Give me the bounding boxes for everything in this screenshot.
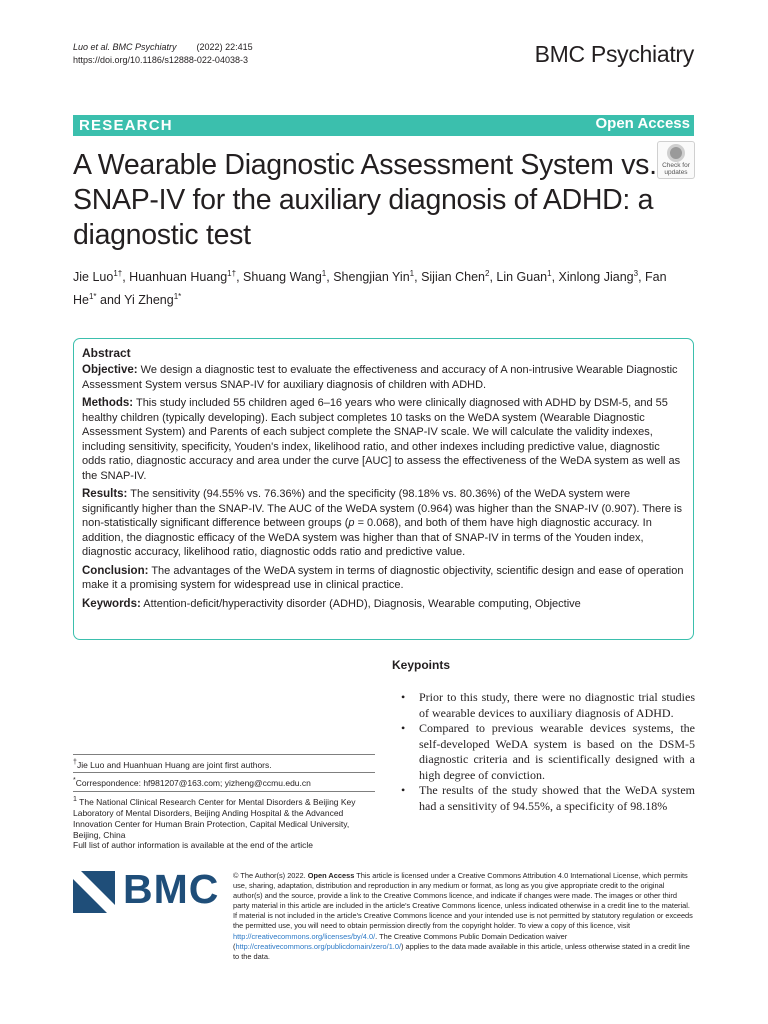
author-affiliation: 1*	[173, 292, 182, 302]
conclusion-label: Conclusion:	[82, 564, 149, 577]
abstract-conclusion	[82, 564, 685, 593]
footnote-full-list: Full list of author information is available at the end of the article	[73, 840, 314, 850]
license-link-cc-zero[interactable]: http://creativecommons.org/publicdomain/zero/1.0/	[235, 941, 402, 951]
author-name[interactable]: Fan He	[73, 270, 667, 308]
author-name[interactable]: Sijian Chen	[421, 270, 485, 285]
footnote-affiliation	[73, 794, 375, 841]
list-item	[400, 721, 695, 783]
author-affiliation: 1†	[113, 269, 123, 278]
abstract-box	[73, 338, 694, 640]
citation-authors: Luo et al. BMC Psychiatry	[73, 42, 177, 52]
abstract-methods	[82, 396, 685, 483]
abstract-results	[82, 487, 685, 560]
footnote-divider	[73, 791, 375, 792]
author-affiliation: 1	[409, 269, 415, 278]
footnote-affiliation-number: 1	[73, 795, 77, 803]
check-updates-line1: Check for	[662, 162, 690, 169]
section-label: RESEARCH	[79, 117, 173, 134]
author-name[interactable]: Huanhuan Huang	[129, 270, 228, 285]
results-text-1: The sensitivity (94.55% vs. 76.36%) and the specificity (98.18% vs. 80.36%) of the WeDA system were significantly higher than the SNAP-IV. The AUC of the WeDA system (0.964) was higher than the SNAP-IV (0.907). There is non-statistically significant difference between groups (	[82, 488, 683, 529]
research-banner	[73, 115, 694, 136]
objective-label: Objective:	[82, 364, 138, 376]
license-text	[233, 871, 695, 962]
author-name[interactable]: Shuang Wang	[243, 270, 322, 285]
keypoints-heading: Keypoints	[392, 658, 451, 672]
results-p-symbol: p	[348, 517, 355, 529]
author-name[interactable]: Yi Zheng	[124, 293, 174, 308]
author-affiliation: 1	[547, 269, 552, 278]
results-label: Results:	[82, 488, 128, 500]
footnote-dagger: †	[73, 758, 77, 766]
author-name[interactable]: Jie Luo	[73, 270, 114, 285]
methods-label: Methods:	[82, 397, 134, 409]
footnote-asterisk: *	[73, 776, 76, 784]
author-list: Jie Luo$^{1\dagger}$, Huanhuan Huang$^{1\dagger}$, Shuang Wang$^1$, Shengjian Yin$^1$, Sijian Chen$^2$, Lin Guan$^1$, Xinlong Jiang$^3$, Fan $He^{1*}$ and Yi Zheng$^{1*}$	[73, 269, 667, 308]
author-name[interactable]: Lin Guan	[496, 270, 548, 285]
objective-text: We design a diagnostic test to evaluate the effectiveness and accuracy of A non-intrusive Wearable Diagnostic Assessment System versus SNAP-IV for auxiliary diagnosis of children with ADHD.	[82, 364, 678, 391]
license-body-2: . The Creative Commons Public Domain Dedication waiver (	[233, 931, 568, 951]
citation-header	[73, 41, 253, 67]
footnote-divider	[73, 772, 375, 773]
license-copyright: © The Author(s) 2022.	[233, 871, 306, 880]
keypoint-text: Prior to this study, there were no diagnostic trial studies of wearable devices to auxiliary diagnosis of ADHD.	[419, 690, 695, 720]
list-item	[400, 690, 695, 721]
footnote-divider	[73, 754, 375, 755]
keypoints-list	[400, 690, 695, 814]
results-text-2: = 0.068), and both of them have high diagnostic accuracy. In addition, the diagnostic efficacy of the WeDA system was higher than that of SNAP-IV in terms of the Youden index, diagnostic accuracy, likelihood ratio, diagnostic odds ratio and predictive value.	[82, 517, 652, 558]
footnote-correspondence-text[interactable]: Correspondence: hf981207@163.com; yizheng@ccmu.edu.cn	[75, 777, 311, 788]
keywords-text: Attention-deficit/hyperactivity disorder (ADHD), Diagnosis, Wearable computing, Objective	[143, 597, 581, 610]
bullet-icon: •	[401, 690, 406, 704]
author-affiliation: 1*	[88, 292, 97, 302]
author-affiliation: 1†	[227, 269, 237, 278]
footnote-correspondence	[73, 775, 375, 789]
citation-line	[73, 41, 253, 54]
check-updates-line2: updates	[664, 169, 688, 176]
journal-name: BMC Psychiatry	[534, 41, 694, 67]
author-name[interactable]: Xinlong Jiang	[558, 270, 634, 285]
abstract-keywords	[82, 597, 685, 612]
license-body-1: This article is licensed under a Creative Commons Attribution 4.0 International License, which permits use, sharing, adaptation, distribution and reproduction in any medium or format, as long as you give appropriate credit to the original author(s) and the source, provide a link to the Creative Commons licence, and indicate if changes were made. The images or other third party material in this article are included in the article's Creative Commons licence, unless indicated otherwise in a credit line to the material. If material is not included in the article's Creative Commons licence and your intended use is not permitted by statutory regulation or exceeds the permitted use, you will need to obtain permission directly from the copyright holder. To view a copy of this licence, visit	[233, 871, 693, 931]
conclusion-text: The advantages of the WeDA system in terms of diagnostic objectivity, scientific design and ease of operation make it a promising system for widespread use in clinical practice.	[82, 564, 684, 591]
author-affiliation: 1	[321, 269, 327, 278]
open-access-label: Open Access	[595, 115, 690, 132]
bmc-logo-text: BMC	[123, 866, 220, 912]
article-title: A Wearable Diagnostic Assessment System vs. SNAP-IV for the auxiliary diagnosis of ADHD: a diagnostic test	[73, 149, 657, 251]
author-affiliation: 2	[485, 269, 490, 278]
license-body-3: ) applies to the data made available in this article, unless otherwise stated in a credit line to the data.	[233, 941, 690, 961]
check-updates-icon	[667, 144, 685, 162]
abstract-objective	[82, 363, 685, 392]
bullet-icon: •	[401, 783, 406, 797]
footnote-joint-authors	[73, 757, 375, 771]
keypoint-text: Compared to previous wearable devices systems, the self-developed WeDA system is based on the DSM-5 diagnostic criteria and is scientifically designed with a high degree of conviction.	[419, 721, 695, 782]
methods-text: This study included 55 children aged 6–16 years who were clinically diagnosed with ADHD by DSM-5, and 55 healthy children (typically developing). Each subject completes 10 tasks on the WeDA system (Wearable Diagnostic Assessment System) and Parents of each subject complete the SNAP-IV scale. We will calculate the validity indexes, including sensitivity, specificity, Youden's index, likelihood ratio, and other indexes including predictive value, diagnostic odds ratio, diagnostic accuracy and area under the curve [AUC] to assess the effectiveness of the WeDA system as well as the SNAP-IV.	[82, 397, 681, 482]
check-for-updates-badge[interactable]	[657, 141, 695, 179]
keywords-label: Keywords:	[82, 597, 141, 610]
author-name[interactable]: Shengjian Yin	[333, 270, 410, 285]
doi-link[interactable]: https://doi.org/10.1186/s12888-022-04038-3	[73, 55, 248, 65]
list-item	[400, 783, 695, 814]
license-link-cc-by[interactable]: http://creativecommons.org/licenses/by/4.0/	[233, 931, 376, 941]
footnote-affiliation-text: The National Clinical Research Center for Mental Disorders & Beijing Key Laboratory of Mental Disorders, Beijing Anding Hospital & the Advanced Innovation Center for Human Brain Protection, Capital Medical University, Beijing, China	[73, 796, 356, 840]
abstract-heading: Abstract	[82, 346, 131, 360]
citation-issue: (2022) 22:415	[196, 42, 253, 52]
license-open-access: Open Access	[307, 871, 355, 880]
keypoint-text: The results of the study showed that the WeDA system had a sensitivity of 94.55%, a specificity of 98.18%	[419, 783, 695, 813]
bullet-icon: •	[401, 721, 406, 735]
author-affiliation: 3	[633, 269, 639, 278]
footnote-joint-text: Jie Luo and Huanhuan Huang are joint first authors.	[76, 759, 272, 770]
